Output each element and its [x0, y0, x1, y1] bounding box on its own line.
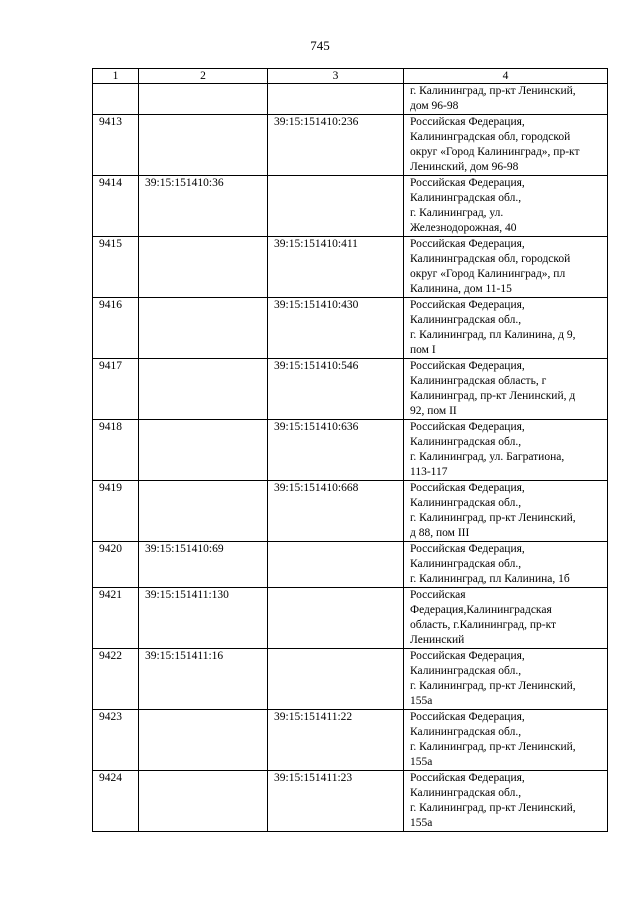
row-number: 9416 — [93, 298, 139, 359]
table-row — [93, 298, 608, 359]
row-number: 9415 — [93, 237, 139, 298]
table-row — [93, 420, 608, 481]
object-cadastral-number — [268, 588, 404, 649]
header-row — [93, 69, 608, 84]
object-cadastral-number — [268, 176, 404, 237]
address: Российская Федерация, Калининградская обл., г. Калининград, ул. Багратиона, 113-117 — [404, 420, 608, 481]
table-row — [93, 588, 608, 649]
registry-table — [92, 68, 608, 832]
row-number: 9418 — [93, 420, 139, 481]
object-cadastral-number: 39:15:151411:22 — [268, 710, 404, 771]
land-cadastral-number: 39:15:151410:36 — [139, 176, 268, 237]
table-row — [93, 710, 608, 771]
row-number: 9417 — [93, 359, 139, 420]
land-cadastral-number — [139, 115, 268, 176]
address: Российская Федерация, Калининградская обл., г. Калининград, пл Калинина, д 9, пом I — [404, 298, 608, 359]
row-number: 9423 — [93, 710, 139, 771]
row-number — [93, 84, 139, 115]
object-cadastral-number — [268, 84, 404, 115]
page-number: 745 — [310, 38, 330, 53]
land-cadastral-number: 39:15:151410:69 — [139, 542, 268, 588]
address: Российская Федерация, Калининградская обл., г. Калининград, пр-кт Ленинский, 155а — [404, 710, 608, 771]
object-cadastral-number: 39:15:151410:411 — [268, 237, 404, 298]
address: Российская Федерация, Калининградская обл., г. Калининград, пр-кт Ленинский, д 88, пом III — [404, 481, 608, 542]
object-cadastral-number — [268, 542, 404, 588]
object-cadastral-number: 39:15:151410:546 — [268, 359, 404, 420]
header-cell-col-1: 1 — [93, 69, 139, 84]
address: г. Калининград, пр-кт Ленинский, дом 96-98 — [404, 84, 608, 115]
table-row — [93, 176, 608, 237]
object-cadastral-number: 39:15:151410:636 — [268, 420, 404, 481]
land-cadastral-number: 39:15:151411:130 — [139, 588, 268, 649]
address: Российская Федерация, Калининградская обл., г. Калининград, пр-кт Ленинский, 155а — [404, 649, 608, 710]
address: Российская Федерация,Калининградская область, г.Калининград, пр-кт Ленинский — [404, 588, 608, 649]
table-row — [93, 481, 608, 542]
row-number: 9421 — [93, 588, 139, 649]
table-body — [93, 84, 608, 832]
row-number: 9424 — [93, 771, 139, 832]
header-cell-col-3: 3 — [268, 69, 404, 84]
object-cadastral-number — [268, 649, 404, 710]
table-row — [93, 237, 608, 298]
table-row — [93, 359, 608, 420]
row-number: 9413 — [93, 115, 139, 176]
address: Российская Федерация, Калининградская обл., г. Калининград, пл Калинина, 1б — [404, 542, 608, 588]
table-row — [93, 84, 608, 115]
row-number: 9419 — [93, 481, 139, 542]
land-cadastral-number — [139, 359, 268, 420]
address: Российская Федерация, Калининградская обл, городской округ «Город Калининград», пл Калинина, дом 11-15 — [404, 237, 608, 298]
address: Российская Федерация, Калининградская обл, городской округ «Город Калининград», пр-кт Ленинский, дом 96-98 — [404, 115, 608, 176]
land-cadastral-number — [139, 84, 268, 115]
table-row — [93, 771, 608, 832]
object-cadastral-number: 39:15:151410:236 — [268, 115, 404, 176]
row-number: 9422 — [93, 649, 139, 710]
land-cadastral-number — [139, 298, 268, 359]
address: Российская Федерация, Калининградская область, г Калининград, пр-кт Ленинский, д 92, пом II — [404, 359, 608, 420]
land-cadastral-number — [139, 420, 268, 481]
land-cadastral-number — [139, 771, 268, 832]
header-cell-col-4: 4 — [404, 69, 608, 84]
land-cadastral-number — [139, 710, 268, 771]
object-cadastral-number: 39:15:151410:430 — [268, 298, 404, 359]
row-number: 9420 — [93, 542, 139, 588]
table-row — [93, 542, 608, 588]
address: Российская Федерация, Калининградская обл., г. Калининград, пр-кт Ленинский, 155а — [404, 771, 608, 832]
land-cadastral-number — [139, 237, 268, 298]
address: Российская Федерация, Калининградская обл., г. Калининград, ул. Железнодорожная, 40 — [404, 176, 608, 237]
table-row — [93, 649, 608, 710]
land-cadastral-number: 39:15:151411:16 — [139, 649, 268, 710]
table-row — [93, 115, 608, 176]
object-cadastral-number: 39:15:151411:23 — [268, 771, 404, 832]
object-cadastral-number: 39:15:151410:668 — [268, 481, 404, 542]
header-cell-col-2: 2 — [139, 69, 268, 84]
row-number: 9414 — [93, 176, 139, 237]
land-cadastral-number — [139, 481, 268, 542]
